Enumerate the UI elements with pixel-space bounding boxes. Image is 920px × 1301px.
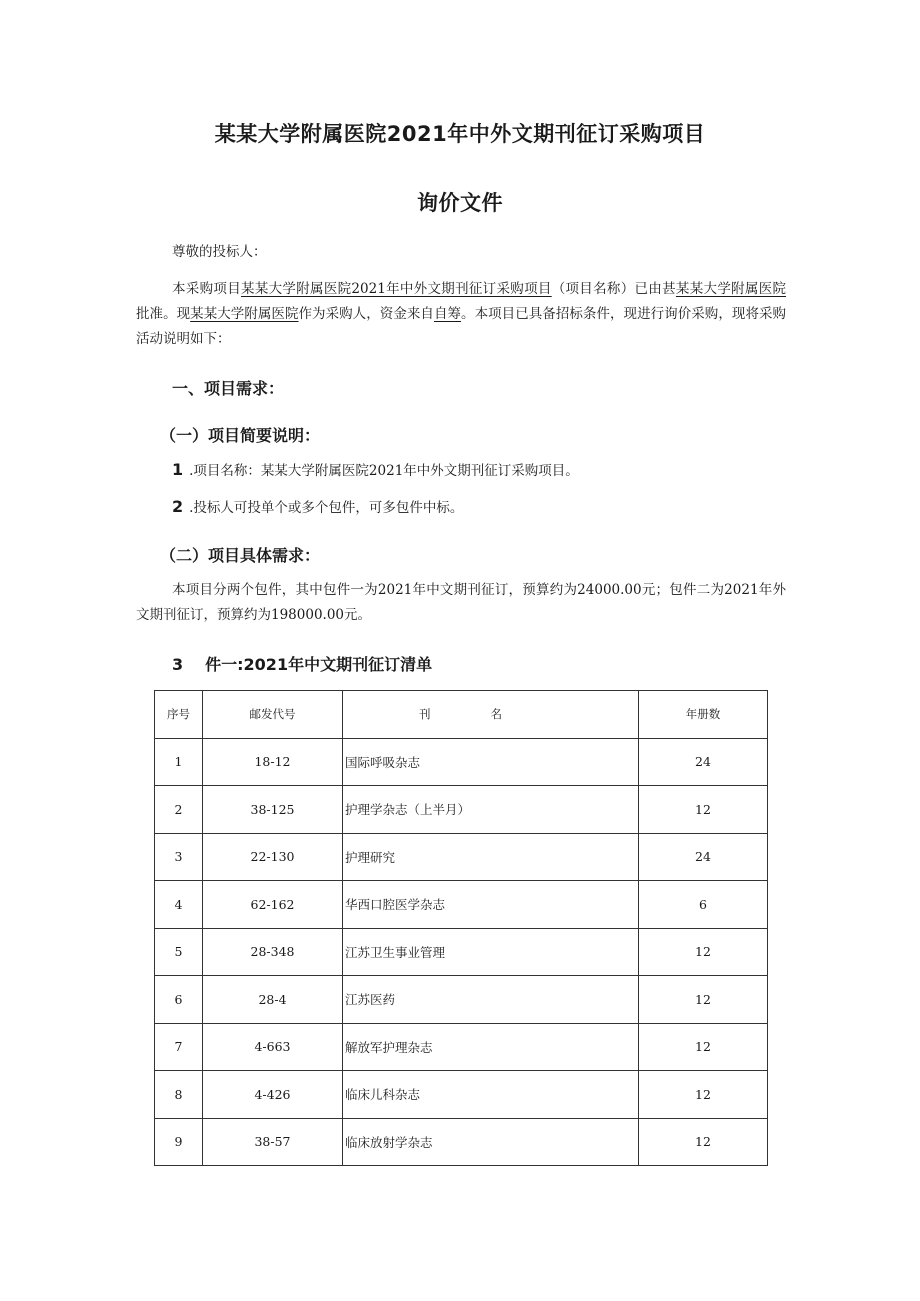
intro-text-2: （项目名称）已由甚 (551, 281, 676, 297)
table-row (155, 786, 768, 834)
subsection-heading-summary: （一）项目简要说明： (160, 426, 321, 445)
cell-postal-code: 38-125 (203, 786, 343, 834)
cell-annual-issues: 24 (639, 833, 768, 881)
cell-postal-code: 38-57 (203, 1118, 343, 1166)
cell-annual-issues: 12 (639, 1071, 768, 1119)
cell-postal-code: 18-12 (203, 738, 343, 786)
cell-index: 5 (155, 928, 203, 976)
cell-postal-code: 28-4 (203, 976, 343, 1024)
table-row (155, 833, 768, 881)
intro-text-5: 。本项目已具备招标条件，现进行询价采购，现将采购活动说明如下： (136, 306, 787, 347)
list-item-bidding-rule (172, 496, 463, 516)
cell-postal-code: 62-162 (203, 881, 343, 929)
cell-journal-name: 临床儿科杂志 (343, 1071, 639, 1119)
header-annual-issues: 年册数 (639, 691, 768, 739)
list-item-number: 1 (172, 460, 184, 479)
cell-journal-name: 护理研究 (343, 833, 639, 881)
cell-postal-code: 28-348 (203, 928, 343, 976)
cell-journal-name: 临床放射学杂志 (343, 1118, 639, 1166)
cell-postal-code: 4-426 (203, 1071, 343, 1119)
table-caption-number: 3 (172, 655, 184, 674)
journal-list-table (154, 690, 768, 1166)
cell-annual-issues: 12 (639, 928, 768, 976)
cell-index: 7 (155, 1023, 203, 1071)
cell-postal-code: 4-663 (203, 1023, 343, 1071)
cell-annual-issues: 12 (639, 1118, 768, 1166)
cell-index: 2 (155, 786, 203, 834)
table-caption (172, 652, 432, 675)
cell-journal-name: 江苏医药 (343, 976, 639, 1024)
table-row (155, 976, 768, 1024)
intro-text-4: 作为采购人，资金来自 (298, 306, 434, 322)
header-postal-code: 邮发代号 (203, 691, 343, 739)
table-row (155, 1071, 768, 1119)
header-journal-name: 刊名 (343, 691, 639, 739)
cell-journal-name: 江苏卫生事业管理 (343, 928, 639, 976)
intro-fund: 自筹 (433, 306, 462, 322)
table-row (155, 738, 768, 786)
cell-index: 4 (155, 881, 203, 929)
cell-index: 1 (155, 738, 203, 786)
table-row (155, 1118, 768, 1166)
cell-index: 3 (155, 833, 203, 881)
cell-journal-name: 解放军护理杂志 (343, 1023, 639, 1071)
subsection-heading-details: （二）项目具体需求： (160, 546, 321, 565)
requirements-paragraph: 本项目分两个包件，其中包件一为2021年中文期刊征订，预算约为24000.00元；包件二为2021年外文期刊征订，预算约为198000.00元。 (136, 582, 786, 623)
cell-annual-issues: 24 (639, 738, 768, 786)
cell-journal-name: 华西口腔医学杂志 (343, 881, 639, 929)
list-item-project-name (172, 459, 579, 479)
table-row (155, 928, 768, 976)
cell-index: 6 (155, 976, 203, 1024)
cell-annual-issues: 12 (639, 976, 768, 1024)
intro-buyer: 某某大学附属医院 (190, 306, 299, 322)
table-row (155, 881, 768, 929)
list-item-number: 2 (172, 497, 184, 516)
cell-index: 8 (155, 1071, 203, 1119)
cell-annual-issues: 12 (639, 1023, 768, 1071)
cell-journal-name: 护理学杂志（上半月） (343, 786, 639, 834)
list-item-text: .项目名称：某某大学附属医院2021年中外文期刊征订采购项目。 (189, 463, 579, 479)
intro-paragraph (136, 277, 786, 352)
intro-text-1: 本采购项目 (172, 281, 242, 297)
cell-index: 9 (155, 1118, 203, 1166)
list-item-text: .投标人可投单个或多个包件，可多包件中标。 (189, 500, 464, 516)
section-heading-requirements: 一、项目需求： (172, 379, 285, 398)
table-row (155, 1023, 768, 1071)
intro-project-name: 某某大学附属医院2021年中外文期刊征订采购项目 (241, 281, 552, 297)
intro-text-3: 批准。现 (136, 306, 191, 322)
intro-approver: 某某大学附属医院 (675, 281, 787, 297)
cell-postal-code: 22-130 (203, 833, 343, 881)
header-index: 序号 (155, 691, 203, 739)
salutation: 尊敬的投标人： (172, 244, 267, 260)
document-title: 某某大学附属医院2021年中外文期刊征订采购项目 (214, 122, 706, 146)
cell-annual-issues: 6 (639, 881, 768, 929)
document-subtitle: 询价文件 (417, 191, 503, 215)
table-caption-text: 件一:2021年中文期刊征订清单 (205, 655, 433, 674)
cell-annual-issues: 12 (639, 786, 768, 834)
table-header-row (155, 691, 768, 739)
cell-journal-name: 国际呼吸杂志 (343, 738, 639, 786)
